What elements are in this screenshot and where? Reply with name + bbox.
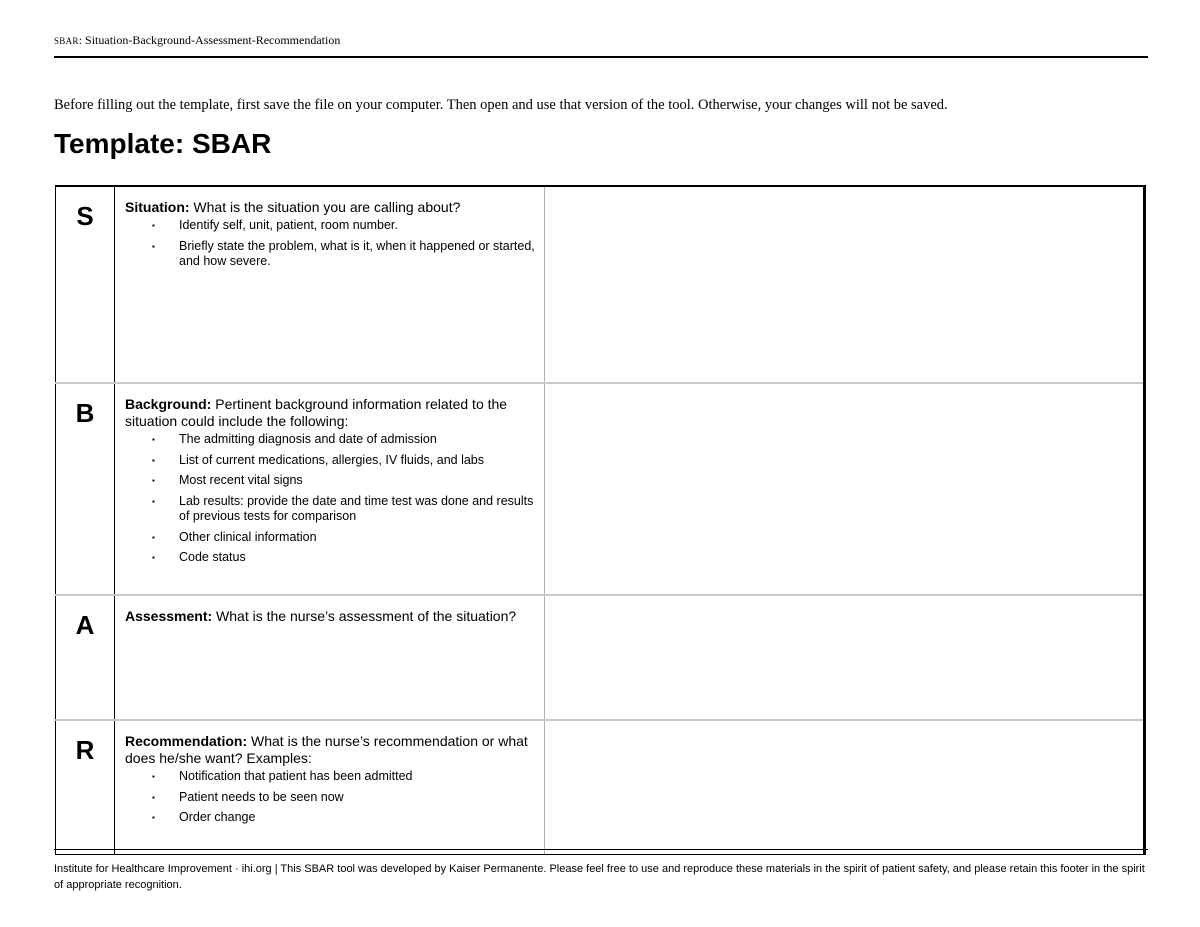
footer-text: Institute for Healthcare Improvement · ihi.org | This SBAR tool was developed by Kaiser Permanente. Please feel free to use and reproduce these materials in the spirit of patient safety, and please retain this footer in the spirit of appropriate recognition. (54, 863, 1145, 891)
row-prompt (115, 186, 545, 383)
list-item: ▪ Most recent vital signs (179, 473, 536, 489)
row-heading: Assessment: (125, 608, 213, 624)
answer-field-background[interactable] (545, 383, 1145, 595)
list-item: ▪ Other clinical information (179, 530, 536, 546)
row-heading: Background: (125, 396, 212, 412)
footer-divider (54, 849, 1148, 850)
list-item: ▪ Identify self, unit, patient, room number. (179, 218, 536, 234)
row-letter: B (56, 383, 115, 595)
answer-field-situation[interactable] (545, 186, 1145, 383)
page-header (54, 33, 340, 48)
row-question: What is the nurse’s assessment of the situation? (212, 608, 517, 624)
header-prefix: SBAR (54, 36, 79, 46)
list-item: ▪ List of current medications, allergies, IV fluids, and labs (179, 453, 536, 469)
list-item: ▪ The admitting diagnosis and date of admission (179, 432, 536, 448)
sbar-row-situation (56, 186, 1145, 383)
row-letter: R (56, 720, 115, 855)
list-item: ▪ Briefly state the problem, what is it, when it happened or started, and how severe. (179, 239, 536, 270)
sbar-table (55, 185, 1146, 855)
sbar-row-recommendation (56, 720, 1145, 855)
list-item: ▪ Notification that patient has been admitted (179, 769, 536, 785)
list-item: ▪ Patient needs to be seen now (179, 790, 536, 806)
row-heading: Situation: (125, 199, 190, 215)
list-item: ▪ Order change (179, 810, 536, 826)
header-title: : Situation-Background-Assessment-Recommendation (78, 33, 341, 47)
list-item: ▪ Lab results: provide the date and time test was done and results of previous tests for comparison (179, 494, 536, 525)
row-prompt (115, 595, 545, 720)
list-item: ▪ Code status (179, 550, 536, 566)
row-heading: Recommendation: (125, 733, 248, 749)
row-letter: S (56, 186, 115, 383)
answer-field-recommendation[interactable] (545, 720, 1145, 855)
bullet-list (125, 769, 536, 826)
row-question: What is the situation you are calling about? (189, 199, 461, 215)
row-letter: A (56, 595, 115, 720)
intro-instructions: Before filling out the template, first save the file on your computer. Then open and use that version of the tool. Otherwise, your changes will not be saved. (54, 97, 948, 113)
sbar-row-background (56, 383, 1145, 595)
row-question: Pertinent background information related to the situation could include the following: (125, 396, 508, 429)
row-prompt (115, 720, 545, 855)
bullet-list (125, 218, 536, 270)
answer-field-assessment[interactable] (545, 595, 1145, 720)
row-prompt (115, 383, 545, 595)
sbar-row-assessment (56, 595, 1145, 720)
row-question: What is the nurse’s recommendation or what does he/she want? Examples: (125, 733, 528, 766)
header-divider (54, 56, 1148, 58)
bullet-list (125, 432, 536, 566)
page-title: Template: SBAR (54, 128, 272, 159)
